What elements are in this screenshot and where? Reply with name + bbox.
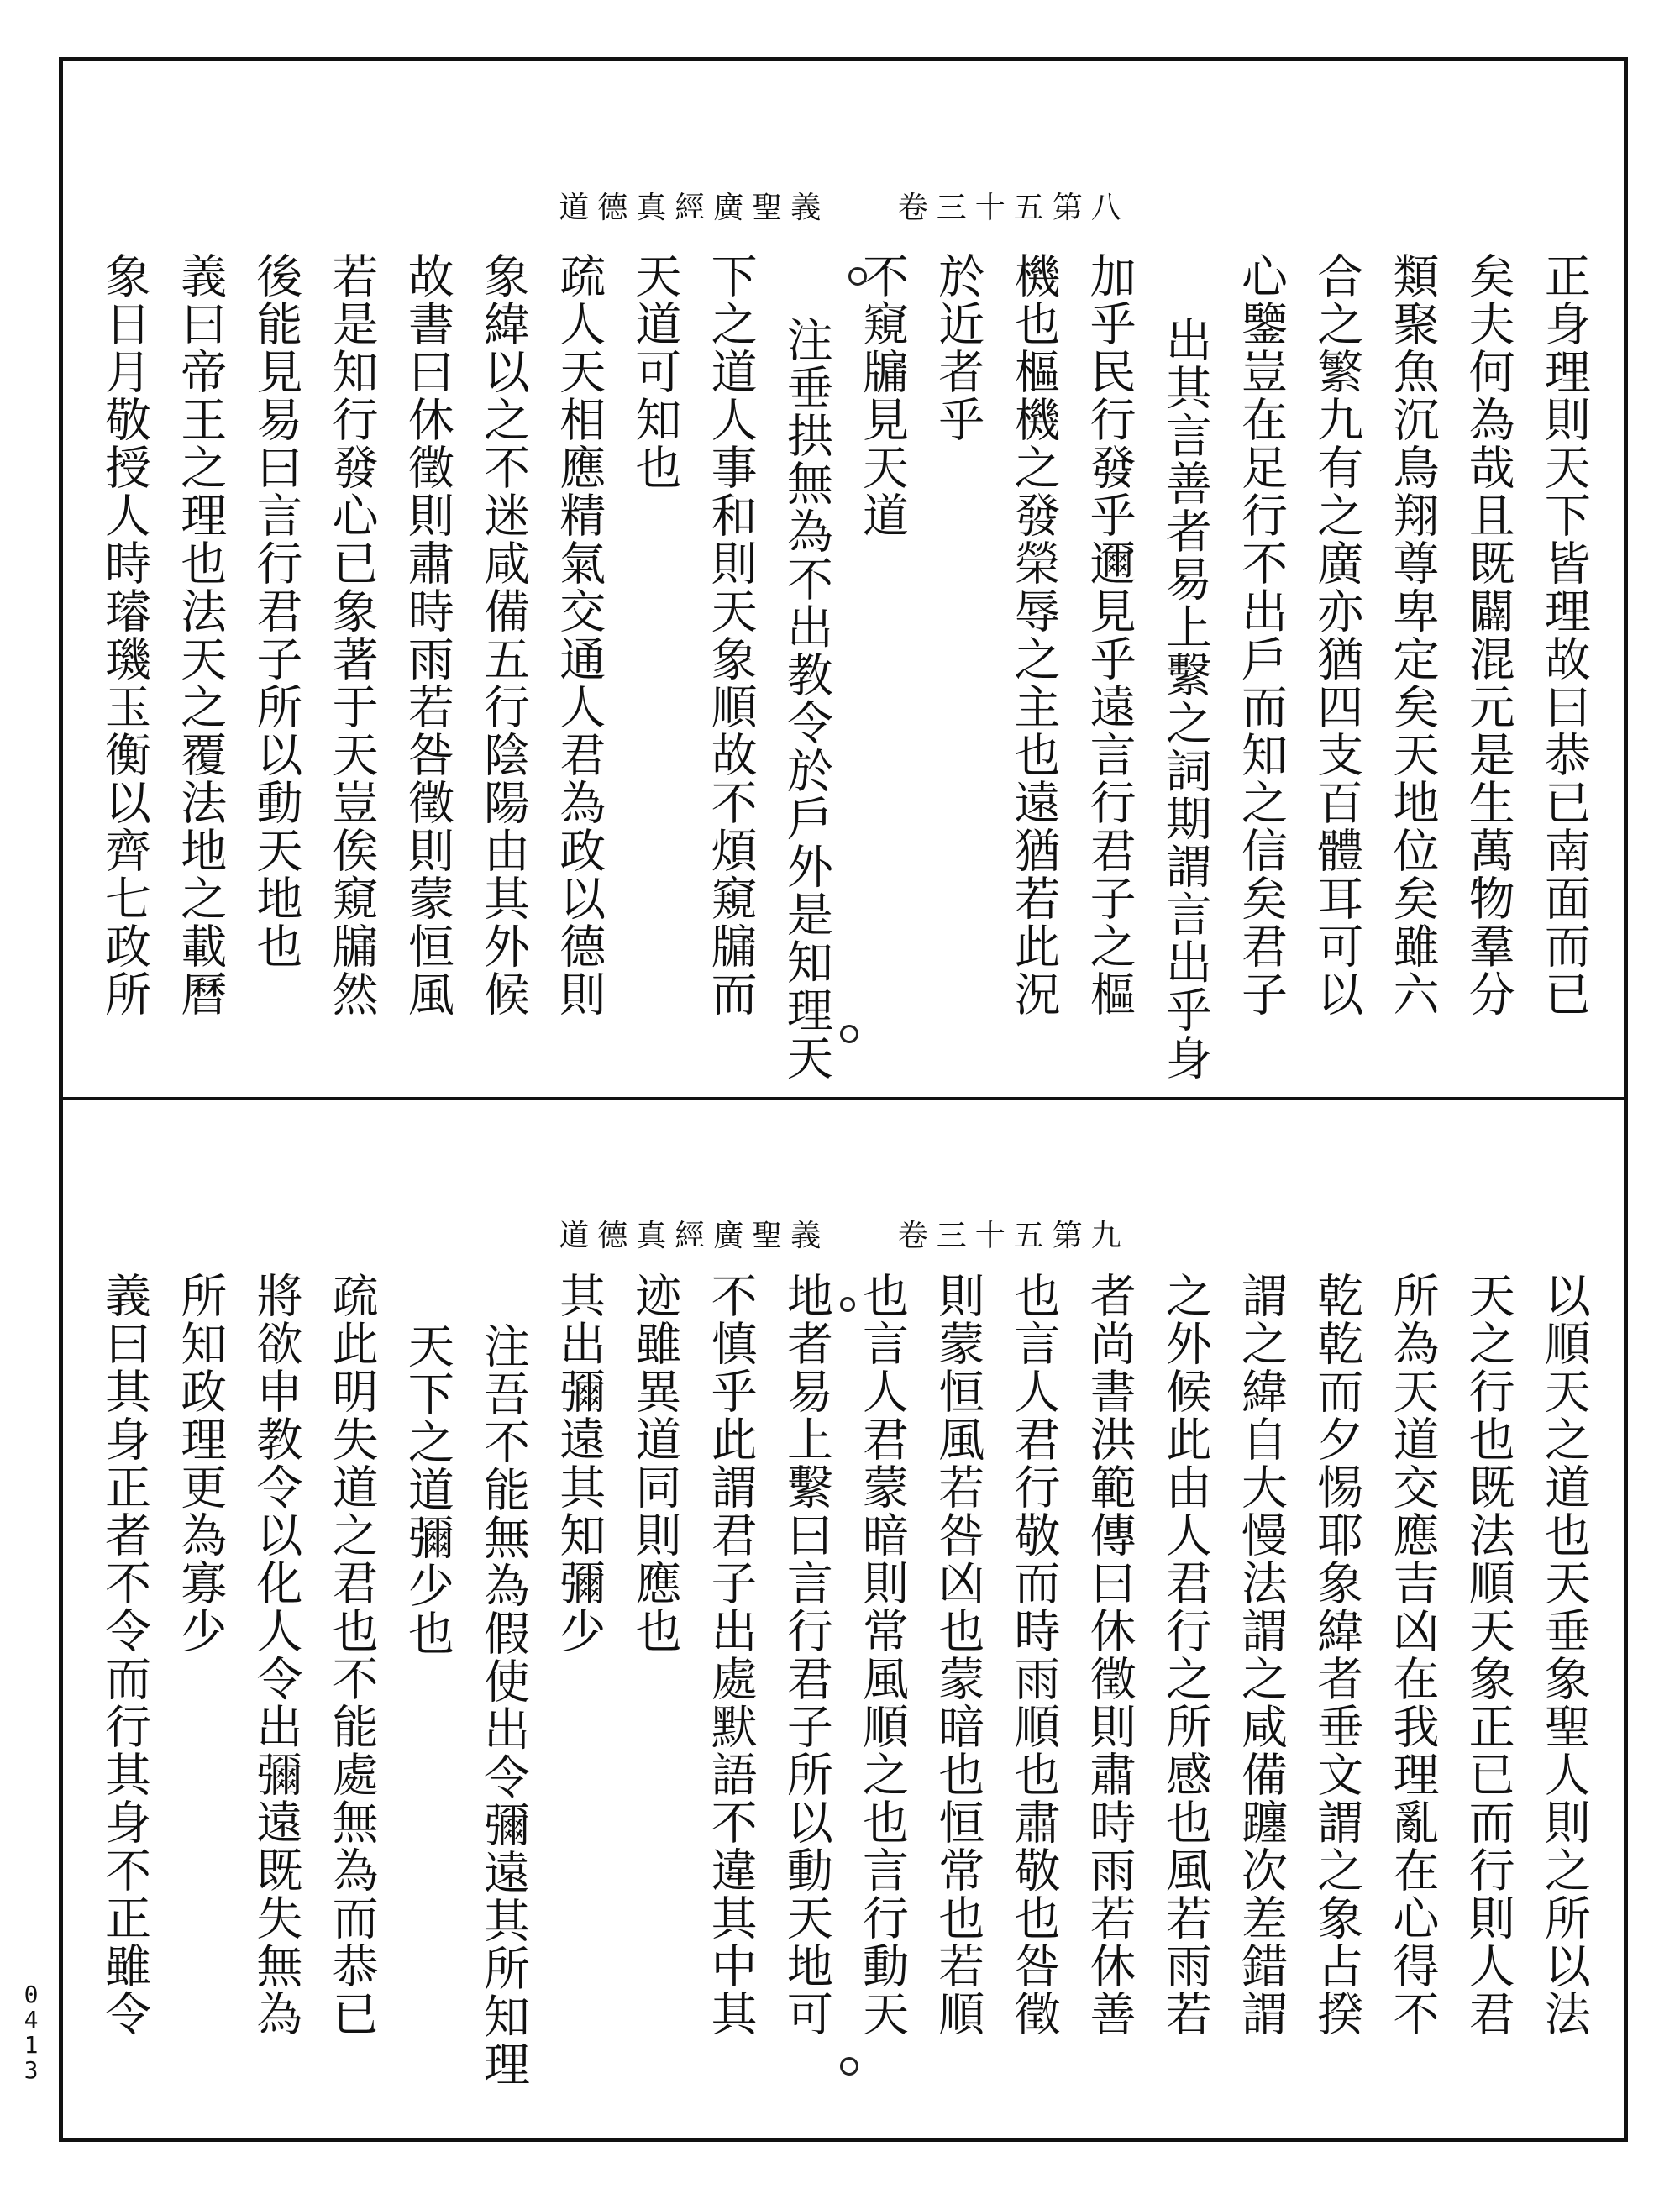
- circle-mark: [848, 267, 867, 286]
- top-header: [67, 193, 1621, 223]
- text-column: 謂之緯自大慢法謂之咸備躔次差錯謂: [1234, 1272, 1289, 2038]
- top-header-juan: 卷三十五第八: [897, 191, 1130, 225]
- text-column: 象緯以之不迷咸備五行陰陽由其外候: [476, 252, 531, 1018]
- text-column: 所為天道交應吉凶在我理亂在心得不: [1385, 1272, 1440, 2038]
- top-header-title: 道德真經廣聖義: [559, 191, 830, 225]
- circle-mark: [840, 2057, 858, 2076]
- text-column: 機也樞機之發榮辱之主也遠猶若此況: [1006, 252, 1061, 1018]
- text-column: 迹雖異道同則應也: [627, 1272, 682, 1655]
- text-column: 地者易上繫曰言行君子所以動天地可: [779, 1272, 833, 2038]
- top-panel: [67, 67, 1621, 1094]
- text-column: 矣夫何為哉且既闢混元是生萬物羣分: [1461, 252, 1515, 1018]
- top-text-columns: [92, 252, 1596, 1092]
- text-column: 正身理則天下皆理故曰恭已南面而已: [1536, 252, 1591, 1018]
- text-column: 疏人天相應精氣交通人君為政以德則: [552, 252, 606, 1018]
- text-column: 加乎民行發乎邇見乎遠言行君子之樞: [1082, 252, 1137, 1018]
- bottom-header-juan: 卷三十五第九: [897, 1219, 1130, 1253]
- text-column: 天之行也既法順天象正已而行則人君: [1461, 1272, 1515, 2038]
- panel-divider: [59, 1097, 1628, 1100]
- bottom-header-title: 道德真經廣聖義: [559, 1219, 830, 1253]
- text-column: 則蒙恒風若咎凶也蒙暗也恒常也若順: [931, 1272, 985, 2038]
- text-column: 義曰帝王之理也法天之覆法地之載曆: [173, 252, 228, 1018]
- text-column: 乾乾而夕惕耶象緯者垂文謂之象占揆: [1310, 1272, 1364, 2038]
- text-column: 故書曰休徵則肅時雨若咎徵則蒙恒風: [400, 252, 454, 1018]
- text-column: 也言人君行敬而時雨順也肅敬也咎徵: [1006, 1272, 1061, 2038]
- text-column: 天道可知也: [627, 252, 682, 491]
- text-column: 也言人君蒙暗則常風順之也言行動天: [855, 1272, 910, 2038]
- bottom-text-columns: [92, 1272, 1596, 2128]
- text-column: 義曰其身正者不令而行其身不正雖令: [97, 1272, 151, 2038]
- text-column: 類聚魚沉鳥翔尊卑定矣天地位矣雖六: [1385, 252, 1440, 1018]
- text-column: 下之道人事和則天象順故不煩窺牖而: [703, 252, 758, 1018]
- text-column: 以順天之道也天垂象聖人則之所以法: [1536, 1272, 1591, 2038]
- text-column: 象日月敬授人時璿璣玉衡以齊七政所: [97, 252, 151, 1018]
- text-column: 者尚書洪範傳曰休徵則肅時雨若休善: [1082, 1272, 1137, 2038]
- text-column: 後能見易曰言行君子所以動天地也: [249, 252, 303, 970]
- bottom-header: [67, 1221, 1621, 1252]
- text-column: 若是知行發心已象著于天豈俟窺牖然: [324, 252, 379, 1018]
- text-column: 心鑒豈在足行不出戶而知之信矣君子: [1234, 252, 1289, 1018]
- circle-mark: [840, 1297, 855, 1312]
- text-column: 於近者乎: [931, 252, 985, 443]
- text-column: 出其言善者易上繫之詞期謂言出乎身: [1158, 316, 1212, 1082]
- circle-mark: [840, 1025, 858, 1043]
- text-column: 疏此明失道之君也不能處無為而恭已: [324, 1272, 379, 2038]
- text-column: 不窺牖見天道: [855, 252, 910, 539]
- text-column: 之外候此由人君行之所感也風若雨若: [1158, 1272, 1212, 2038]
- bottom-panel: [67, 1104, 1621, 2135]
- text-column: 其出彌遠其知彌少: [552, 1272, 606, 1655]
- text-column: 注吾不能無為假使出令彌遠其所知理: [476, 1322, 531, 2088]
- text-column: 注垂拱無為不出教令於戶外是知理天: [779, 316, 833, 1082]
- text-column: 所知政理更為寡少: [173, 1272, 228, 1655]
- text-column: 將欲申教令以化人令出彌遠既失無為: [249, 1272, 303, 2038]
- text-column: 天下之道彌少也: [400, 1322, 454, 1657]
- page-number: 0413: [24, 1981, 39, 2084]
- text-column: 合之繁九有之廣亦猶四支百體耳可以: [1310, 252, 1364, 1018]
- text-column: 不慎乎此謂君子出處默語不違其中其: [703, 1272, 758, 2038]
